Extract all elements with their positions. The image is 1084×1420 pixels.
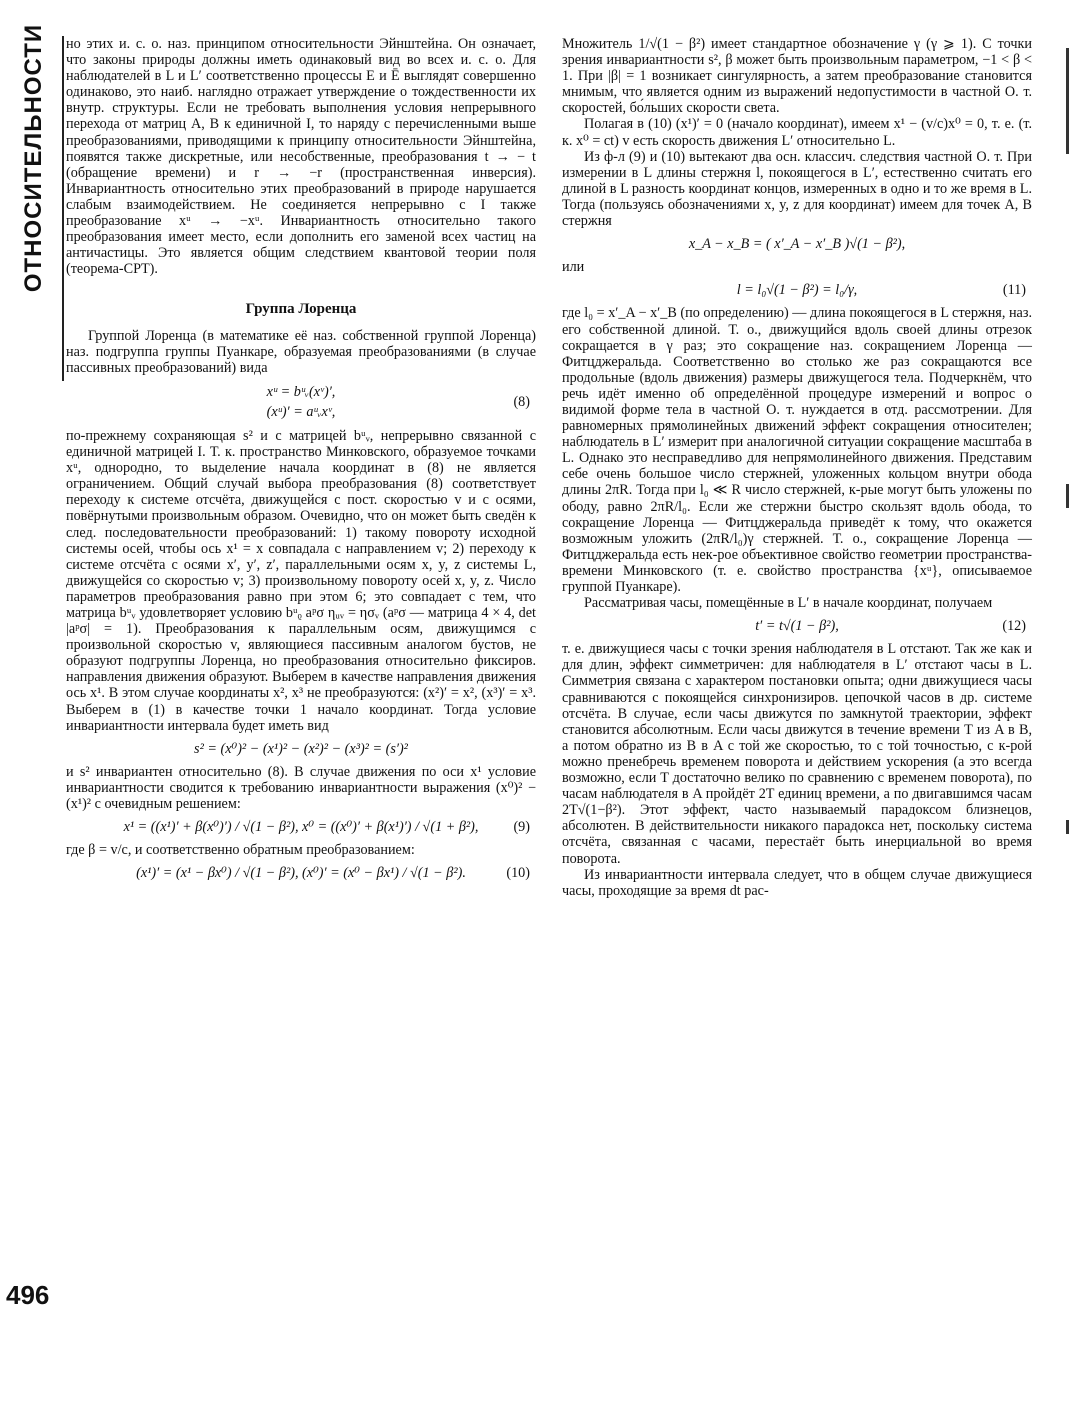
formula-11 xyxy=(562,282,1032,298)
page-number: 496 xyxy=(6,1280,50,1310)
formula-11-number: (11) xyxy=(1002,282,1026,299)
right-paragraph-2: Полагая в (10) (x¹)′ = 0 (начало координат), имеем x¹ − (v/c)x⁰ = 0, т. е. (т. к. x⁰ = ct) v есть скорость движения L′ относительно L. xyxy=(562,116,1032,149)
running-title-text: ОТНОСИТЕЛЬНОСТИ xyxy=(20,23,47,293)
formula-11-text: l = l₀√(1 − β²) = l₀/γ, xyxy=(736,282,858,299)
formula-12-number: (12) xyxy=(1002,618,1026,635)
left-column xyxy=(66,36,536,888)
right-paragraph-4: где l₀ = x′_A − x′_B (по определению) — длина покоящегося в L стержня, наз. его собственной длиной. Т. о., движущийся вдоль своей длины отрезок сокращается в γ раз; это сокращение наз. сокращением Лоренца — Фитцджеральда. Соответственно во столько же раз сокращаются все продольные (вдоль движения) размеры движущегося тела. Подчеркнём, что речь идёт именно об определённой процедуре измерений и вопрос о видимой форме тела в частной О. т. нуждается в отд. рассмотрении. Для равномерных прямолинейных движений эффект сокращения относителен; наблюдатель в L′ измерит при аналогичной ситуации сокращение масштаба в L. Однако это несправедливо для непрямолинейного движения. Представим себе очень большое число стержней, уложенных кольцом внутри обода длины 2πR. Тогда при l₀ ≪ R число стержней, к-рые могут быть уложены по ободу, равно 2πR/l₀. Если же стержни быстро скользят вдоль обода, то сокращение Лоренца — Фитцджеральда приведёт к тому, что окажется возможным уложить (2πR/l₀)γ стержней. Т. о., сокращение Лоренца — Фитцджеральда есть нек-рое объективное свойство геометрии пространства-времени Минковского (т. е. свойство пространства {xᵘ}, описываемое группой Пуанкаре). xyxy=(562,305,1032,595)
formula-8-line-1: xᵘ = bᵘᵥ(xᵛ)′, xyxy=(266,383,336,400)
left-paragraph-4: и s² инвариантен относительно (8). В случае движения по оси x¹ условие инвариантности сводится к требованию инвариантности выражения (x⁰)² − (x¹)² с очевидным решением: xyxy=(66,763,536,813)
formula-8-line-2: (xᵘ)′ = aᵘᵥxᵛ, xyxy=(266,403,336,420)
left-paragraph-5: где β = v/c, и соответственно обратным преобразованием: xyxy=(66,842,415,859)
formula-interval: s² = (x⁰)² − (x¹)² − (x²)² − (x³)² = (s′)² xyxy=(194,740,408,757)
formula-12 xyxy=(562,618,1032,634)
right-paragraph-5: Рассматривая часы, помещённые в L′ в начале координат, получаем xyxy=(584,595,993,612)
margin-rule xyxy=(62,36,64,381)
right-paragraph-7: Из инвариантности интервала следует, что в общем случае движущиеся часы, проходящие за время dt рас- xyxy=(562,866,1032,899)
formula-9-number: (9) xyxy=(513,819,530,836)
margin-mark-low xyxy=(1066,820,1069,834)
right-paragraph-6: т. е. движущиеся часы с точки зрения наблюдателя в L отстают. Так же как и для длин, эффект симметричен: для наблюдателя в L′ отстают часы в L. Симметрия связана с характером постановки опыта; одни движущиеся часы сравниваются с покоящейся синхронизиров. цепочкой часов в др. системе отсчёта. В случае, если часы движутся по замкнутой траектории, эффект становится абсолютным. Если часы движутся в течение времени T из A в B, а потом обратно из B в A с той же скоростью, то с той точностью, с к-рой можно пренебречь временем поворота и действием ускорения (а это всегда возможно, если T достаточно велико по сравнению с временем поворота), по часам наблюдателя в A пройдёт 2T единиц времени, а по двигавшимся часам 2T√(1−β²). Этот эффект, часто называемый парадоксом близнецов, абсолютен. В действительности никакого парадокса нет, поскольку система отсчёта, связанная с часами, перестаёт быть инерциальной во время поворота. xyxy=(562,641,1032,867)
margin-mark-mid xyxy=(1066,484,1069,508)
margin-mark-top xyxy=(1066,48,1069,154)
formula-10-number: (10) xyxy=(506,865,530,882)
formula-10-text: (x¹)′ = (x¹ − βx⁰) / √(1 − β²), (x⁰)′ = (x⁰ − βx¹) / √(1 − β²). xyxy=(136,865,466,882)
right-paragraph-1: Множитель 1/√(1 − β²) имеет стандартное обозначение γ (γ ⩾ 1). С точки зрения инвариантности s², β может быть произвольным параметром, −1 < β < 1. При |β| = 1 возникает сингулярность, а затем преобразование становится мнимым, что является одним из выражений недопустимости в частной О. т. скоростей, бо́льших скорости света. xyxy=(562,36,1032,117)
formula-10 xyxy=(66,865,536,881)
right-paragraph-3: Из ф-л (9) и (10) вытекают два осн. классич. следствия частной О. т. При измерении в L длины стержня l, покоящегося в L′, естественно считать его длиной в L разность координат концов, измеренных в одно и то же время в L. Тогда (пользуясь обозначениями x, y, z для координат) имеем для точек A, B стержня xyxy=(562,148,1032,230)
formula-9 xyxy=(66,819,536,835)
left-paragraph-1: но этих и. с. о. наз. принципом относительности Эйнштейна. Он означает, что законы природы должны иметь одинаковый вид во всех и. с. о. Для наблюдателей в L и L′ соответственно процессы E и Ē выглядят совершенно одинаково, это наиб. наглядно отражает утверждение о тождественности их внутр. структуры. Если не требовать выполнения условия непрерывного перехода от матриц A, B к единичной I, то наряду с перечисленными выше преобразованиями, приводящими к принципу относительности Эйнштейна, появятся также дискретные, или несобственные, преобразования t → − t (обращение времени) и r → −r (пространственная инверсия). Инвариантность относительно этих преобразований в природе нарушается слабым взаимодействием. Не соединяется непрерывно с I также преобразование xᵘ → −xᵘ. Инвариантность относительно такого преобразования имеет место, если дополнить его заменой всех частиц на античастицы. Это является общим следствием квантовой теории поля (теорема-CPT). xyxy=(66,36,536,278)
left-paragraph-3: по-прежнему сохраняющая s² и с матрицей bᵘᵥ, непрерывно связанной с единичной матрицей I. Т. к. пространство Минковского, образуемое точками xᵘ, однородно, то выделение начала координат в (8) не является ограничением. Общий случай выбора преобразования (8) соответствует переходу к системе отсчёта, движущейся с пост. скоростью v и с осями, повёрнутыми произвольным образом. Очевидно, что он может быть сведён к след. последовательности преобразований: 1) такому повороту исходной системы осей, чтобы ось x¹ = x совпадала с направлением v; 2) переходу к системе отсчёта с осями x′, y′, z′, параллельными осям x, y, z системы L, движущейся со скоростью v; 3) произвольному повороту осей x, y, z. Число параметров преобразования равно при этом 6; это совпадает с тем, что матрица bᵘᵥ удовлетворяет условию bᵘᵨ aᵖσ ηᵤᵥ = ησᵥ (aᵖσ — матрица 4 × 4, det |aᵖσ| = 1). Преобразования к параллельным осям, движущимся с произвольной скоростью v, являющиеся пассивным аналогом бустов, не образуют подгруппы Лоренца, но преобразования относительно фиксиров. направления движения образуют. Выберем в качестве направления движения ось x¹. В этом случае координаты x², x³ не преобразуются: (x²)′ = x², (x³)′ = x³. Выберем в (1) в качестве точки 1 начало координат. Тогда условие инвариантности интервала будет иметь вид xyxy=(66,427,536,734)
running-title-vertical xyxy=(14,23,54,293)
right-column xyxy=(562,36,1032,899)
formula-xa-xb: x_A − x_B = ( x′_A − x′_B )√(1 − β²), xyxy=(688,236,906,253)
right-connector-ili: или xyxy=(562,259,585,276)
section-heading: Группа Лоренца xyxy=(245,301,357,318)
left-paragraph-2: Группой Лоренца (в математике её наз. собственной группой Лоренца) наз. подгруппа группы Пуанкаре, образуемая преобразованиями (в случае пассивных преобразований) вида xyxy=(66,327,536,376)
formula-9-text: x¹ = ((x¹)′ + β(x⁰)′) / √(1 − β²), x⁰ = ((x⁰)′ + β(x¹)′) / √(1 + β²), xyxy=(123,819,479,836)
formula-8-number: (8) xyxy=(513,393,530,410)
formula-8 xyxy=(66,384,536,420)
formula-12-text: t′ = t√(1 − β²), xyxy=(755,618,839,635)
